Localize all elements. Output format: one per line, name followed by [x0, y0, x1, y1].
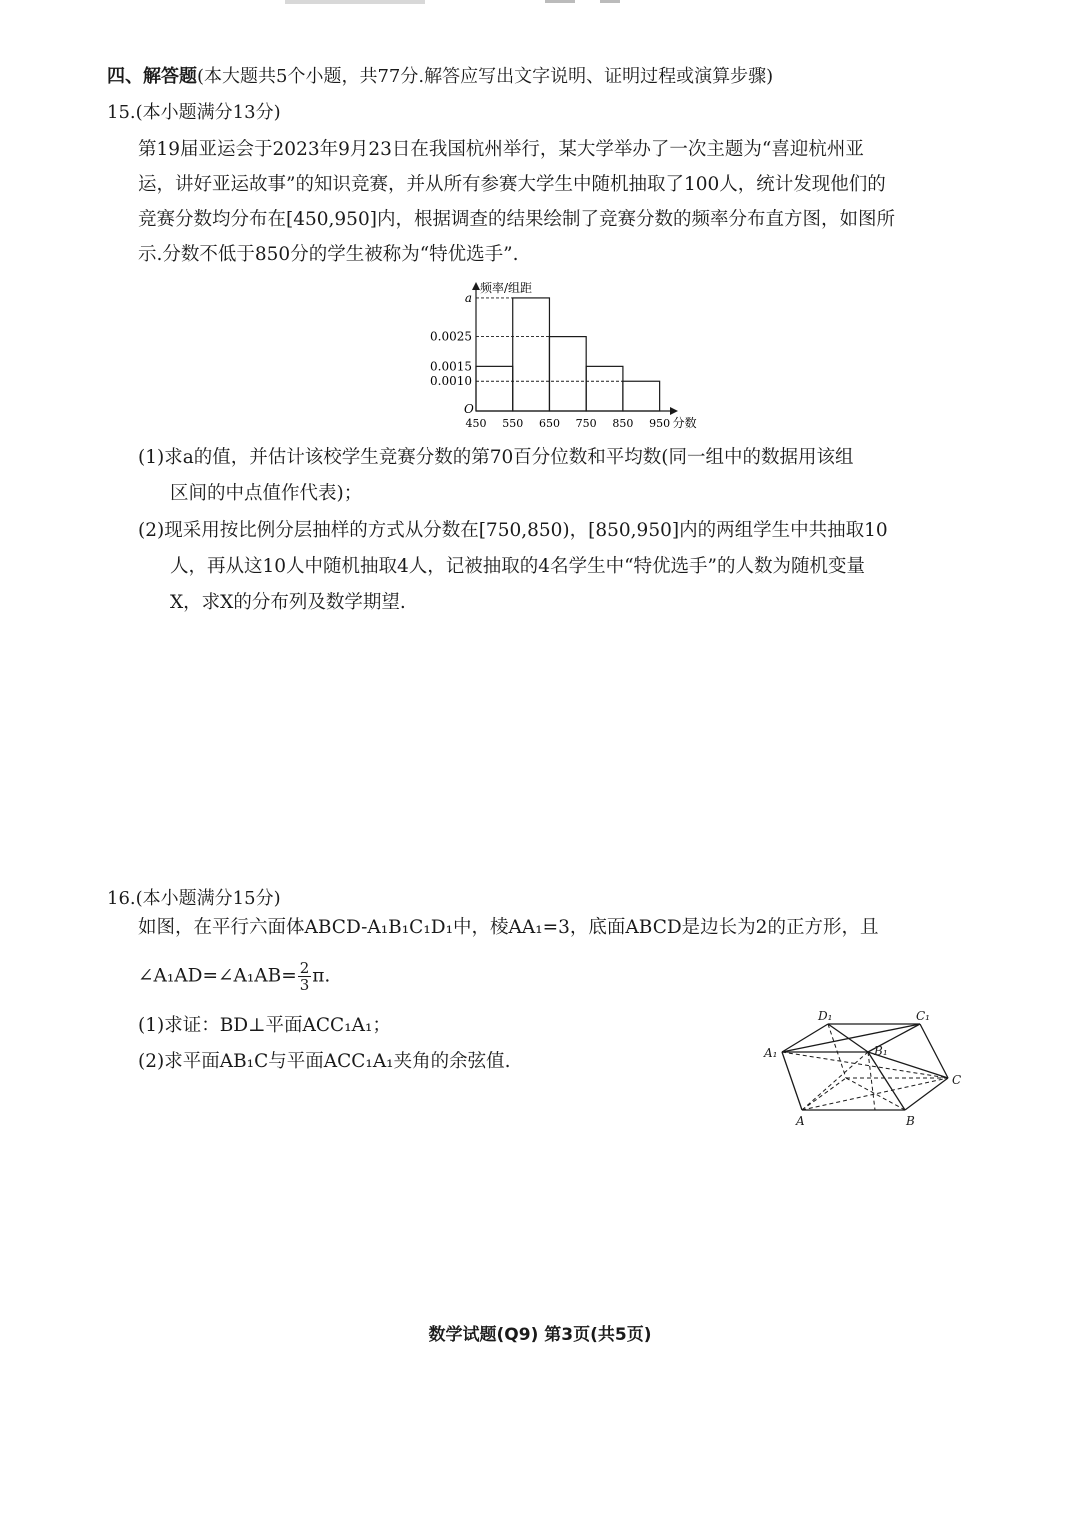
x-tick-label: 550 — [502, 417, 524, 430]
section-title: 四、解答题 — [107, 66, 197, 87]
fraction-denominator: 3 — [299, 976, 310, 994]
q15-number: 15. — [107, 102, 136, 123]
x-tick-label: 750 — [575, 417, 597, 430]
angle-expression: ∠A₁AD=∠A₁AB= — [138, 965, 297, 987]
vertex-label-B1: B₁ — [874, 1044, 888, 1058]
q16-intro — [138, 910, 878, 946]
q16-part2 — [138, 1044, 510, 1080]
q16-intro-line: 如图，在平行六面体ABCD-A₁B₁C₁D₁中，棱AA₁=3，底面ABCD是边长为2的正方形，且 — [138, 917, 879, 938]
edge-A1A — [782, 1052, 802, 1110]
scan-mark — [285, 0, 425, 4]
q15-points: (本小题满分13分) — [135, 102, 281, 123]
q15-part2-line: 人，再从这10人中随机抽取4人，记被抽取的4名学生中“特优选手”的人数为随机变量 — [170, 556, 865, 577]
vertex-label-A: A — [796, 1114, 805, 1128]
x-tick-label: 850 — [612, 417, 634, 430]
q15-part1-line: 区间的中点值作代表)； — [170, 483, 363, 504]
y-tick-label: a — [464, 290, 472, 305]
pi-symbol: π. — [312, 965, 331, 987]
q15-part2 — [138, 513, 888, 621]
q16-number: 16. — [107, 888, 136, 909]
histogram-bar — [476, 366, 513, 411]
x-tick-label: 450 — [465, 417, 487, 430]
q16-angle-condition — [138, 960, 330, 993]
q15-intro-line: 示.分数不低于850分的学生被称为“特优选手”. — [138, 244, 519, 265]
q15-intro — [138, 132, 958, 272]
hidden-segment-A1C — [782, 1052, 948, 1078]
vertex-label-B: B — [906, 1114, 915, 1128]
q15-part1-line: (1)求a的值，并估计该校学生竞赛分数的第70百分位数和平均数(同一组中的数据用该组 — [138, 447, 854, 468]
segment-A1C1 — [782, 1024, 920, 1052]
q16-header — [107, 884, 281, 910]
scan-mark — [545, 0, 575, 3]
q15-intro-line: 竞赛分数均分布在[450,950]内，根据调查的结果绘制了竞赛分数的频率分布直方图，如图所 — [138, 209, 895, 230]
vertex-label-C: C — [952, 1073, 962, 1087]
x-tick-label: 950 — [649, 417, 671, 430]
q16-part2-text: (2)求平面AB₁C与平面ACC₁A₁夹角的余弦值. — [138, 1051, 511, 1072]
section-note: (本大题共5个小题，共77分.解答应写出文字说明、证明过程或演算步骤) — [197, 66, 774, 87]
x-axis-label: 分数 — [672, 416, 697, 430]
fraction — [298, 960, 312, 993]
q15-part2-line: X，求X的分布列及数学期望. — [170, 592, 406, 613]
fraction-numerator: 2 — [299, 959, 310, 977]
y-axis-label: 频率/组距 — [480, 281, 533, 295]
vertex-label-A1: A₁ — [764, 1046, 778, 1060]
hidden-diagonal-BD — [846, 1078, 905, 1110]
histogram-bar — [623, 381, 660, 411]
x-tick-label: 650 — [538, 417, 560, 430]
parallelepiped-figure — [760, 1005, 990, 1135]
histogram-bar — [586, 366, 623, 411]
hidden-segment-AB1 — [802, 1052, 868, 1110]
y-tick-label: 0.0025 — [430, 329, 472, 344]
y-tick-label: 0.0010 — [430, 374, 472, 389]
hidden-edge-D1D — [828, 1024, 846, 1078]
q15-header — [107, 98, 281, 124]
frequency-histogram — [418, 276, 698, 436]
q15-intro-line: 第19届亚运会于2023年9月23日在我国杭州举行，某大学举办了一次主题为“喜迎杭州亚 — [138, 139, 864, 160]
y-axis-arrow — [472, 282, 480, 290]
y-tick-label: 0.0015 — [430, 359, 472, 374]
segment-D1B1 — [828, 1024, 868, 1052]
histogram-bar — [513, 298, 550, 411]
page-footer: 数学试题(Q9) 第3页(共5页) — [428, 1325, 652, 1345]
q16-points: (本小题满分15分) — [135, 888, 281, 909]
q15-part1 — [138, 440, 854, 512]
scan-mark — [600, 0, 620, 3]
section-heading — [107, 62, 773, 88]
histogram-bar — [549, 337, 586, 411]
q16-part1 — [138, 1008, 391, 1044]
origin-label: O — [464, 402, 474, 416]
x-axis-arrow — [670, 407, 678, 415]
q15-intro-line: 运，讲好亚运故事”的知识竞赛，并从所有参赛大学生中随机抽取了100人，统计发现他们的 — [138, 174, 886, 195]
q16-part1-text: (1)求证：BD⊥平面ACC₁A₁； — [138, 1015, 391, 1036]
vertex-label-D1: D₁ — [818, 1009, 833, 1023]
q15-part2-line: (2)现采用按比例分层抽样的方式从分数在[750,850)，[850,950]内的两组学生中共抽取10 — [138, 520, 888, 541]
vertex-label-C1: C₁ — [916, 1009, 930, 1023]
